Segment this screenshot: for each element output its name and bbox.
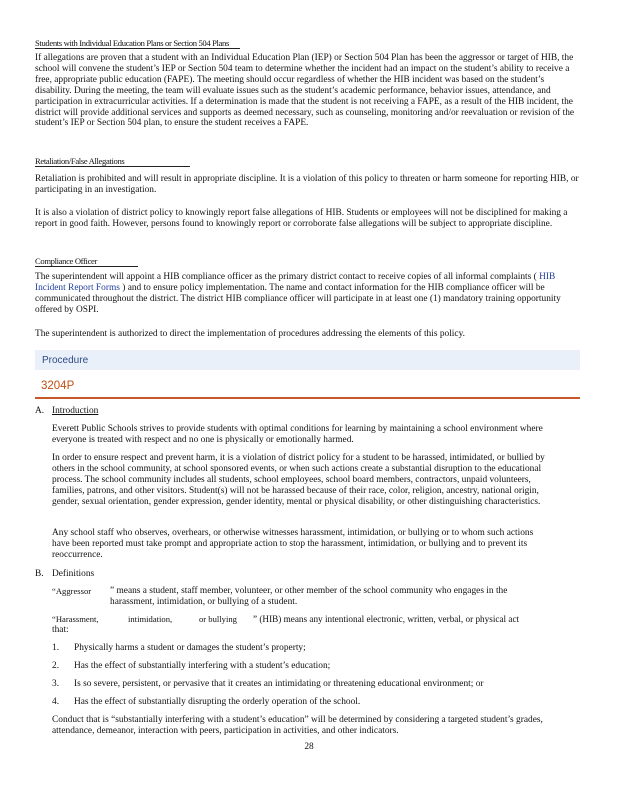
conduct-paragraph: Conduct that is “substantially interfering with a student’s education” will be determined by considering a targeted student’s grades, attendance, demeanor, interaction with peers, participation in activities, and other indicators. xyxy=(52,715,543,736)
hib-incident-report-forms-link[interactable]: HIB Incident Report Forms xyxy=(35,272,556,293)
compliance-paragraph-2: The superintendent is authorized to direct the implementation of procedures addressing the elements of this policy. xyxy=(35,329,465,339)
compliance-text-a: The superintendent will appoint a HIB compliance officer as the primary district contact to receive copies of all informal complaints ( xyxy=(35,272,537,282)
intro-heading: Introduction xyxy=(52,406,99,416)
hib-term-1: “Harassment, xyxy=(52,614,99,624)
definition-item-3-num: 3. xyxy=(52,679,60,689)
retaliation-heading-underline xyxy=(35,166,190,167)
definition-item-3: Is so severe, persistent, or pervasive that it creates an intimidating or threatening educational environment; or xyxy=(74,679,484,689)
hib-definition: ” (HIB) means any intentional electronic, written, verbal, or physical act xyxy=(253,614,520,624)
procedure-divider xyxy=(35,397,580,399)
intro-label: A. xyxy=(35,406,45,416)
procedure-code: 3204P xyxy=(41,380,75,392)
intro-paragraph-3: Any school staff who observes, overhears, or otherwise witnesses harassment, intimidation, or bullying or to whom such actions have been reported must take prompt and appropriate action to stop the harassment, intimidation, or bullying and to prevent its reoccurrence. xyxy=(52,528,534,560)
retaliation-paragraph-1: Retaliation is prohibited and will result in appropriate discipline. It is a violation of this policy to threaten or harm someone for reporting HIB, or participating in an investigation. xyxy=(35,174,579,195)
definition-item-2: Has the effect of substantially interfering with a student’s education; xyxy=(74,661,331,671)
procedure-title: Procedure xyxy=(42,355,89,366)
retaliation-paragraph-2: It is also a violation of district policy to knowingly report false allegations of HIB. Students or employees will not be disciplined for making a report in good faith. However, persons found to knowingly report or corroborate false allegations will be subject to appropriate discipline. xyxy=(35,208,568,229)
aggressor-term: “Aggressor xyxy=(52,586,92,596)
iep-paragraph: If allegations are proven that a student with an Individual Education Plan (IEP) or Section 504 Plan has been the aggressor or target of HIB, the school will convene the student’s IEP or Section 504 team to determine whether the incident had an impact on the student’s ability to receive a free, appropriate public education (FAPE). The meeting should occur regardless of whether the HIB incident was based on the student’s disability. During the meeting, the team will evaluate issues such as the student’s academic performance, behavior issues, attendance, and participation in extracurricular activities. If a determination is made that the student is not receiving a FAPE, as a result of the HIB incident, the district will provide additional services and supports as deemed necessary, such as counseling, monitoring and/or reevaluation or revision of the student’s IEP or Section 504 plan, to ensure the student receives a FAPE. xyxy=(35,53,575,129)
definition-item-2-num: 2. xyxy=(52,661,60,671)
compliance-text-b: ) and to ensure policy implementation. The name and contact information for the HIB compliance officer will be communicated throughout the district. The district HIB compliance officer will participate in at least one (1) mandatory training opportunity offered by OSPI. xyxy=(35,282,561,315)
intro-paragraph-2: In order to ensure respect and prevent harm, it is a violation of district policy for a student to be harassed, intimidated, or bullied by others in the school community, at school sponsored events, or when such actions create a substantial disruption to the educational process. The school community includes all students, school employees, school board members, contractors, unpaid volunteers, families, patrons, and other visitors. Student(s) will not be harassed because of their race, color, religion, ancestry, national origin, gender, sexual orientation, gender expression, gender identity, mental or physical disability, or other distinguishing characteristics. xyxy=(52,453,545,507)
intro-paragraph-1: Everett Public Schools strives to provide students with optimal conditions for learning by maintaining a school environment where everyone is treated with respect and no one is physically or emotionally harmed. xyxy=(52,424,543,445)
hib-term-3: or bullying xyxy=(199,614,237,624)
compliance-paragraph-1 xyxy=(35,272,583,316)
hib-definition-cont: that: xyxy=(52,625,69,635)
definition-item-1: Physically harms a student or damages the student’s property; xyxy=(74,643,306,653)
definition-item-1-num: 1. xyxy=(52,643,60,653)
aggressor-definition: ” means a student, staff member, volunteer, or other member of the school community who engages in the harassment, intimidation, or bullying of a student. xyxy=(110,586,508,607)
page-number: 28 xyxy=(304,742,314,752)
compliance-heading-underline xyxy=(35,266,138,267)
definitions-label: B. xyxy=(35,569,44,579)
procedure-banner xyxy=(35,350,580,370)
definitions-heading: Definitions xyxy=(52,569,95,579)
iep-heading: Students with Individual Education Plans or Section 504 Plans xyxy=(35,38,229,48)
iep-heading-underline xyxy=(35,48,240,49)
retaliation-heading: Retaliation/False Allegations xyxy=(35,156,125,166)
compliance-heading: Compliance Officer xyxy=(35,256,98,266)
definition-item-4: Has the effect of substantially disrupting the orderly operation of the school. xyxy=(74,697,361,707)
hib-term-2: intimidation, xyxy=(128,614,173,624)
definition-item-4-num: 4. xyxy=(52,697,60,707)
